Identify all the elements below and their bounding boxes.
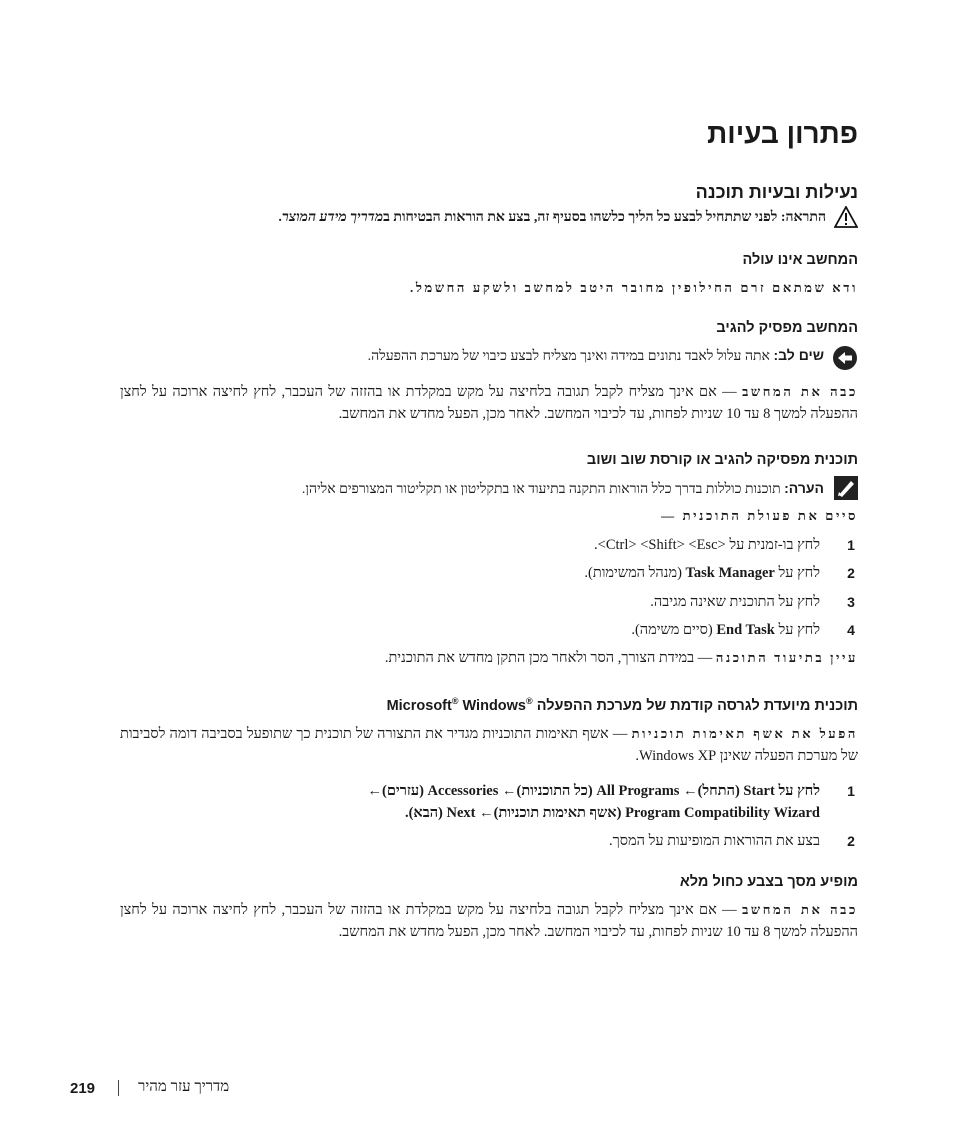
caution-label: התראה:: [780, 210, 826, 225]
step-4-post: (סיים משימה).: [631, 622, 717, 638]
heading-program-stops: תוכנית מפסיקה להגיב או קורסת שוב ושוב: [586, 452, 858, 468]
notice-body: אתה עלול לאבד נתונים במידה ואינך מצליח לבצע כיבוי של מערכת ההפעלה.: [367, 349, 770, 364]
compat-step-1-number: 1: [847, 783, 855, 799]
compat-lead: הפעל את אשף תאימות תוכניות: [631, 726, 858, 741]
reg-mark-1: ®: [451, 696, 459, 706]
note-text: [302, 480, 824, 498]
heading-not-start: המחשב אינו עולה: [742, 252, 858, 268]
power-off-paragraph-2: [120, 899, 858, 943]
step-4-text: [120, 619, 820, 641]
step-1-text: לחץ בו-זמנית על <Ctrl> <Shift> <Esc>.: [594, 537, 820, 553]
not-start-text: ודא שמתאם זרם החילופין מחובר היטב למחשב ולשקע החשמל.: [410, 280, 858, 295]
step-3-number: 3: [847, 594, 855, 610]
step-1: [120, 534, 858, 556]
step-3: [120, 591, 858, 613]
step-2-number: 2: [847, 565, 855, 581]
caution-italic: מדריך מידע המוצר: [281, 210, 384, 225]
step-2: [120, 562, 858, 584]
step-4-pre: לחץ על: [774, 622, 820, 638]
section-heading-locking: נעילות ובעיות תוכנה: [695, 182, 858, 202]
heading-designed-text: תוכנית מיועדת לגרסה קודמת של מערכת ההפעלה: [536, 697, 858, 714]
brand-windows: Windows: [462, 697, 527, 714]
compat-step-1-line2: Program Compatibility Wizard (אשף תאימות תוכניות)← Next (הבא).: [404, 805, 820, 821]
footer-title: מדריך עזר מהיר: [138, 1079, 230, 1095]
compat-paragraph: [120, 723, 858, 767]
power-off-lead-1: כבה את המחשב: [742, 384, 858, 399]
heading-stops: המחשב מפסיק להגיב: [716, 320, 858, 336]
compat-step-2: [120, 830, 858, 852]
step-4: [120, 619, 858, 641]
compat-text: — אשף תאימות התוכניות מגדיר את התצורה של תוכנית כך שתופעל בסביבה דומה לסביבות של מערכת הפעלה שאינן Windows XP.: [120, 726, 858, 764]
caution-body: לפני שתתחיל לבצע כל הליך כלשהו בסעיף זה, בצע את הוראות הבטיחות ב: [383, 210, 778, 225]
end-program-lead: סיים את פעולת התוכנית —: [661, 508, 858, 523]
step-2-text: [120, 562, 820, 584]
power-off-text-2: — אם אינך מצליח לקבל תגובה בלחיצה על מקש במקלדת או בהזזה של העכבר, לחץ לחיצה ארוכה על לחצן ההפעלה למשך 8 עד 10 שניות לפחות, עד לכיבוי המחשב. לאחר מכן, הפעל מחדש את המחשב.: [120, 902, 858, 940]
notice-icon: [832, 345, 858, 376]
power-off-paragraph-1: [120, 381, 858, 425]
caution-end: .: [278, 210, 282, 225]
step-2-bold: Task Manager: [685, 565, 775, 581]
check-doc-paragraph: [120, 647, 858, 669]
step-4-number: 4: [847, 622, 855, 638]
notice-label: שים לב:: [773, 347, 824, 363]
reg-mark-2: ®: [526, 696, 533, 706]
step-4-bold: End Task: [716, 622, 775, 638]
note-icon: [834, 476, 858, 505]
footer-divider: [118, 1080, 119, 1096]
heading-designed: [387, 696, 858, 714]
compat-step-2-number: 2: [847, 833, 855, 849]
brand-microsoft: Microsoft: [386, 697, 452, 714]
note-body: תוכנות כוללות בדרך כלל הוראות התקנה בתיעוד או בתקליטון או תקליטור המצורפים אליהן.: [301, 482, 781, 497]
step-2-pre: לחץ על: [774, 565, 820, 581]
compat-step-1-line1: לחץ על Start (התחל)← All Programs (כל התוכניות)← Accessories (עזרים)←: [367, 783, 820, 799]
page-number: 219: [70, 1080, 96, 1097]
power-off-text-1: — אם אינך מצליח לקבל תגובה בלחיצה על מקש במקלדת או בהזזה של העכבר, לחץ לחיצה ארוכה על לחצן ההפעלה למשך 8 עד 10 שניות לפחות, עד לכיבוי המחשב. לאחר מכן, הפעל מחדש את המחשב.: [120, 384, 858, 422]
caution-icon: [834, 206, 858, 233]
step-1-number: 1: [847, 537, 855, 553]
note-label: הערה:: [784, 480, 824, 496]
compat-step-2-text: בצע את ההוראות המופיעות על המסך.: [609, 833, 820, 849]
page-title: פתרון בעיות: [707, 118, 858, 149]
caution-text: [278, 210, 826, 226]
compat-step-1: [120, 780, 858, 824]
check-doc-lead: עיין בתיעוד התוכנה: [715, 650, 858, 665]
check-doc-text: — במידת הצורך, הסר ולאחר מכן התקן מחדש את התוכנית.: [384, 650, 713, 666]
power-off-lead-2: כבה את המחשב: [742, 902, 858, 917]
step-3-text: לחץ על התוכנית שאינה מגיבה.: [650, 594, 820, 610]
heading-designed-brand: [387, 698, 533, 714]
heading-blue-screen: מופיע מסך בצבע כחול מלא: [679, 874, 858, 890]
step-2-post: (מנהל המשימות).: [584, 565, 686, 581]
notice-text: [368, 347, 824, 365]
